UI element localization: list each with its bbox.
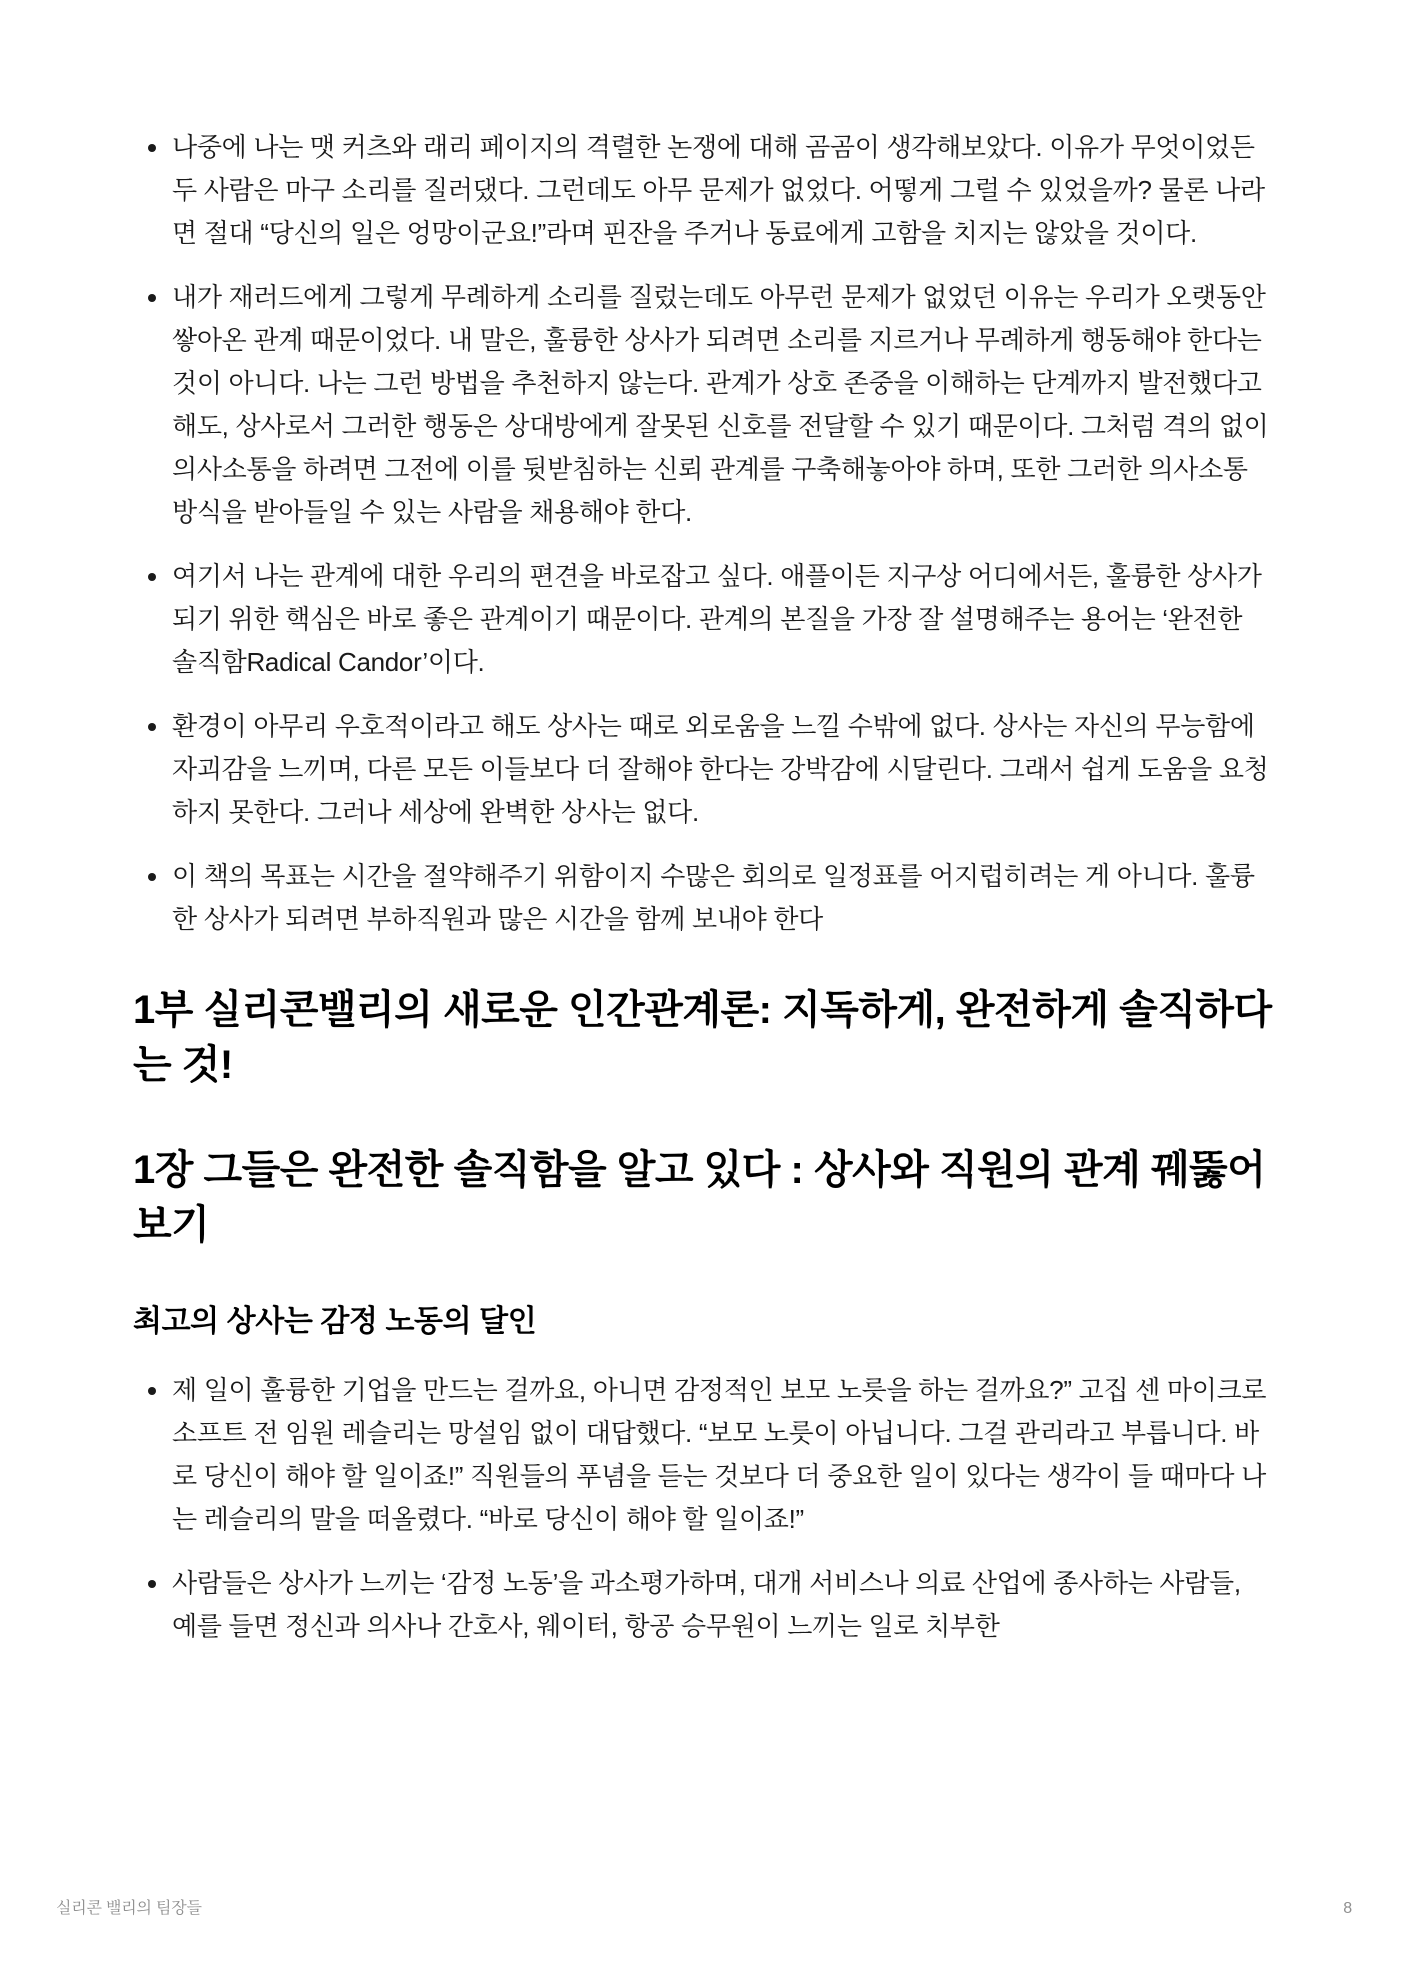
bullet-list-bottom [133,1369,1272,1648]
list-item [133,276,1272,534]
part-heading: 1부 실리콘밸리의 새로운 인간관계론: 지독하게, 완전하게 솔직하다는 것! [133,988,1272,1087]
list-item [133,1369,1272,1541]
bullet-icon [148,1387,156,1395]
bullet-icon [148,144,156,152]
bullet-icon [148,294,156,302]
list-item [133,126,1272,255]
bullet-text: 제 일이 훌륭한 기업을 만드는 걸까요, 아니면 감정적인 보모 노릇을 하는 걸까요?” 고집 센 마이크로소프트 전 임원 레슬리는 망설임 없이 대답했다. “보모 노릇이 아닙니다. 그걸 관리라고 부릅니다. 바로 당신이 해야 할 일이죠!” 직원들의 푸념을 듣는 것보다 더 중요한 일이 있다는 생각이 들 때마다 나는 레슬리의 말을 떠올렸다. “바로 당신이 해야 할 일이죠!” [172,1375,1267,1534]
page-footer [0,1898,1404,1920]
bullet-text: 여기서 나는 관계에 대한 우리의 편견을 바로잡고 싶다. 애플이든 지구상 어디에서든, 훌륭한 상사가 되기 위한 핵심은 바로 좋은 관계이기 때문이다. 관계의 본질을 가장 잘 설명해주는 용어는 ‘완전한 솔직함Radical Candor’이다. [172,561,1262,677]
bullet-icon [148,723,156,731]
bullet-text: 사람들은 상사가 느끼는 ‘감정 노동’을 과소평가하며, 대개 서비스나 의료 산업에 종사하는 사람들, 예를 들면 정신과 의사나 간호사, 웨이터, 항공 승무원이 느끼는 일로 치부한 [172,1568,1241,1641]
bullet-icon [148,873,156,881]
bullet-text: 내가 재러드에게 그렇게 무례하게 소리를 질렀는데도 아무런 문제가 없었던 이유는 우리가 오랫동안 쌓아온 관계 때문이었다. 내 말은, 훌륭한 상사가 되려면 소리를 지르거나 무례하게 행동해야 한다는 것이 아니다. 나는 그런 방법을 추천하지 않는다. 관계가 상호 존중을 이해하는 단계까지 발전했다고 해도, 상사로서 그러한 행동은 상대방에게 잘못된 신호를 전달할 수 있기 때문이다. 그처럼 격의 없이 의사소통을 하려면 그전에 이를 뒷받침하는 신뢰 관계를 구축해놓아야 하며, 또한 그러한 의사소통 방식을 받아들일 수 있는 사람을 채용해야 한다. [172,282,1269,527]
list-item [133,855,1272,941]
footer-page-number: 8 [1343,1900,1352,1917]
bullet-icon [148,573,156,581]
list-item [133,1562,1272,1648]
footer-book-title: 실리콘 밸리의 팀장들 [56,1900,202,1917]
bullet-text: 이 책의 목표는 시간을 절약해주기 위함이지 수많은 회의로 일정표를 어지럽히려는 게 아니다. 훌륭한 상사가 되려면 부하직원과 많은 시간을 함께 보내야 한다 [172,861,1255,934]
list-item [133,705,1272,834]
bullet-text: 나중에 나는 맷 커츠와 래리 페이지의 격렬한 논쟁에 대해 곰곰이 생각해보았다. 이유가 무엇이었든 두 사람은 마구 소리를 질러댔다. 그런데도 아무 문제가 없었다. 어떻게 그럴 수 있었을까? 물론 나라면 절대 “당신의 일은 엉망이군요!”라며 핀잔을 주거나 동료에게 고함을 치지는 않았을 것이다. [172,132,1265,248]
bullet-list-top [133,126,1272,941]
bullet-icon [148,1580,156,1588]
list-item [133,555,1272,684]
section-subheading: 최고의 상사는 감정 노동의 달인 [133,1305,537,1338]
chapter-heading: 1장 그들은 완전한 솔직함을 알고 있다 : 상사와 직원의 관계 꿰뚫어보기 [133,1148,1266,1247]
document-content [133,126,1272,1648]
bullet-text: 환경이 아무리 우호적이라고 해도 상사는 때로 외로움을 느낄 수밖에 없다. 상사는 자신의 무능함에 자괴감을 느끼며, 다른 모든 이들보다 더 잘해야 한다는 강박감에 시달린다. 그래서 쉽게 도움을 요청하지 못한다. 그러나 세상에 완벽한 상사는 없다. [172,711,1269,827]
